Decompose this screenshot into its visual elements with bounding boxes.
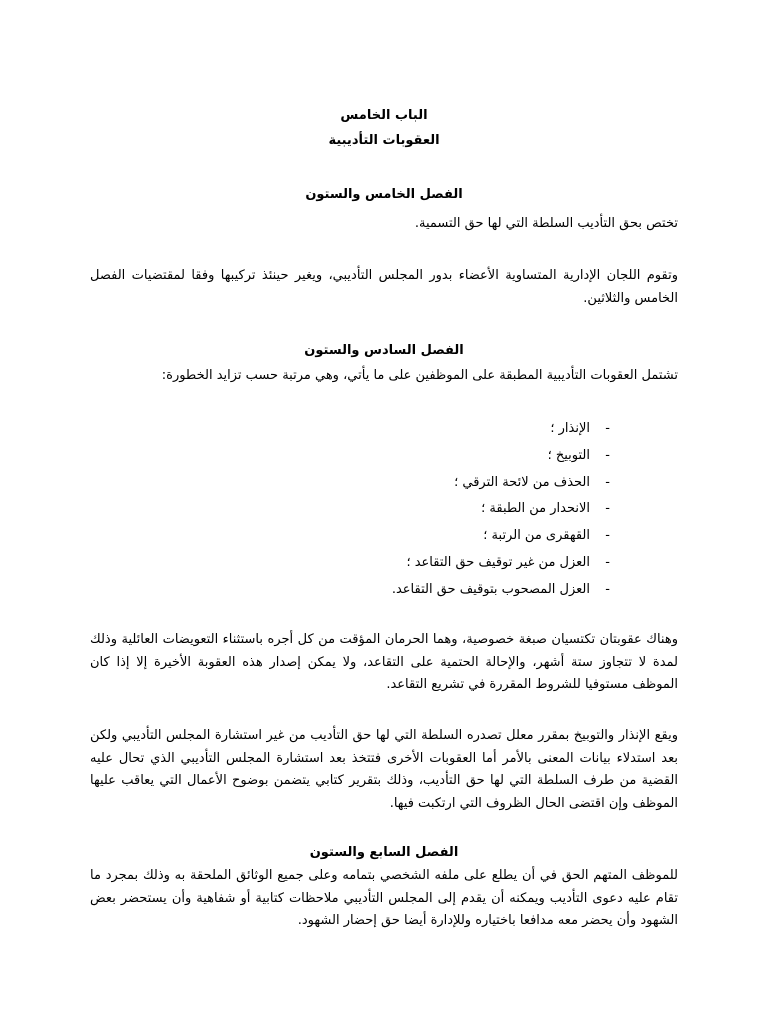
list-item-text: العزل من غير توقيف حق التقاعد ؛ xyxy=(406,554,590,570)
section-66-paragraph-1: وهناك عقوبتان تكتسيان صبغة خصوصية، وهما الحرمان المؤقت من كل أجره باستثناء التعويضات العائلية وذلك لمدة لا تتجاوز ستة أشهر، والإحالة الحتمية على التقاعد، ولا يمكن إصدار هذه العقوبة الأخيرة إلا إذا كان الموظف مستوفيا للشروط المقررة في تشريع التقاعد. xyxy=(90,632,678,692)
list-item-text: القهقرى من الرتبة ؛ xyxy=(483,528,590,544)
list-dash: - xyxy=(605,501,610,517)
document-page xyxy=(90,0,678,1024)
section-65-paragraph-1: تختص بحق التأديب السلطة التي لها حق التسمية. xyxy=(414,216,678,231)
part-subtitle: العقوبات التأديبية xyxy=(328,133,440,148)
list-item-text: الحذف من لائحة الترقي ؛ xyxy=(454,474,590,490)
list-item-text: التوبيخ ؛ xyxy=(547,447,590,463)
list-dash: - xyxy=(605,528,610,544)
section-66-paragraph-2: ويقع الإنذار والتوبيخ بمقرر معلل تصدره السلطة التي لها حق التأديب من غير استشارة المجلس التأديبي ولكن بعد استدلاء بيانات المعنى بالأمر أما العقوبات الأخرى فتتخذ بعد استشارة المجلس التأديبي الذي تحال عليه القضية من طرف السلطة التي لها حق التأديب، وذلك بتقرير كتابي يتضمن بوضوح الأعمال التي يعاقب عليها الموظف وإن اقتضى الحال الظروف التي ارتكبت فيها. xyxy=(90,728,678,811)
list-item-text: الإنذار ؛ xyxy=(550,421,590,436)
list-item-text: العزل المصحوب بتوقيف حق التقاعد. xyxy=(391,581,590,597)
penalties-list xyxy=(90,416,678,604)
section-66-intro: تشتمل العقوبات التأديبية المطبقة على الموظفين على ما يأتي، وهي مرتبة حسب تزايد الخطورة: xyxy=(161,368,678,383)
list-item xyxy=(90,577,678,604)
list-dash: - xyxy=(605,447,610,463)
section-67-paragraph-1: للموظف المتهم الحق في أن يطلع على ملفه الشخصي بتمامه وعلى جميع الوثائق الملحقة به وذلك بمجرد ما تقام عليه دعوى التأديب ويمكنه أن يقدم إلى المجلس التأديبي ملاحظات كتابية أو شفاهية وأن يستحضر بعض الشهود وأن يحضر معه مدافعا باختياره وللإدارة أيضا حق إحضار الشهود. xyxy=(90,868,678,928)
list-dash: - xyxy=(605,474,610,490)
list-item xyxy=(90,550,678,577)
section-65-paragraph-2: وتقوم اللجان الإدارية المتساوية الأعضاء بدور المجلس التأديبي، ويغير حينئذ تركيبها وفقا لمقتضيات الفصل الخامس والثلاثين. xyxy=(90,268,678,306)
section-66-heading: الفصل السادس والستون xyxy=(304,343,464,358)
list-item xyxy=(90,496,678,523)
list-item xyxy=(90,416,678,443)
list-item xyxy=(90,470,678,497)
list-dash: - xyxy=(605,554,610,570)
list-dash: - xyxy=(605,581,610,597)
list-item-text: الانحدار من الطبقة ؛ xyxy=(481,501,590,517)
section-67-heading: الفصل السابع والستون xyxy=(309,845,459,860)
list-item xyxy=(90,523,678,550)
list-item xyxy=(90,443,678,470)
list-dash: - xyxy=(605,421,610,436)
part-title: الباب الخامس xyxy=(340,108,428,123)
section-65-heading: الفصل الخامس والستون xyxy=(305,187,463,202)
